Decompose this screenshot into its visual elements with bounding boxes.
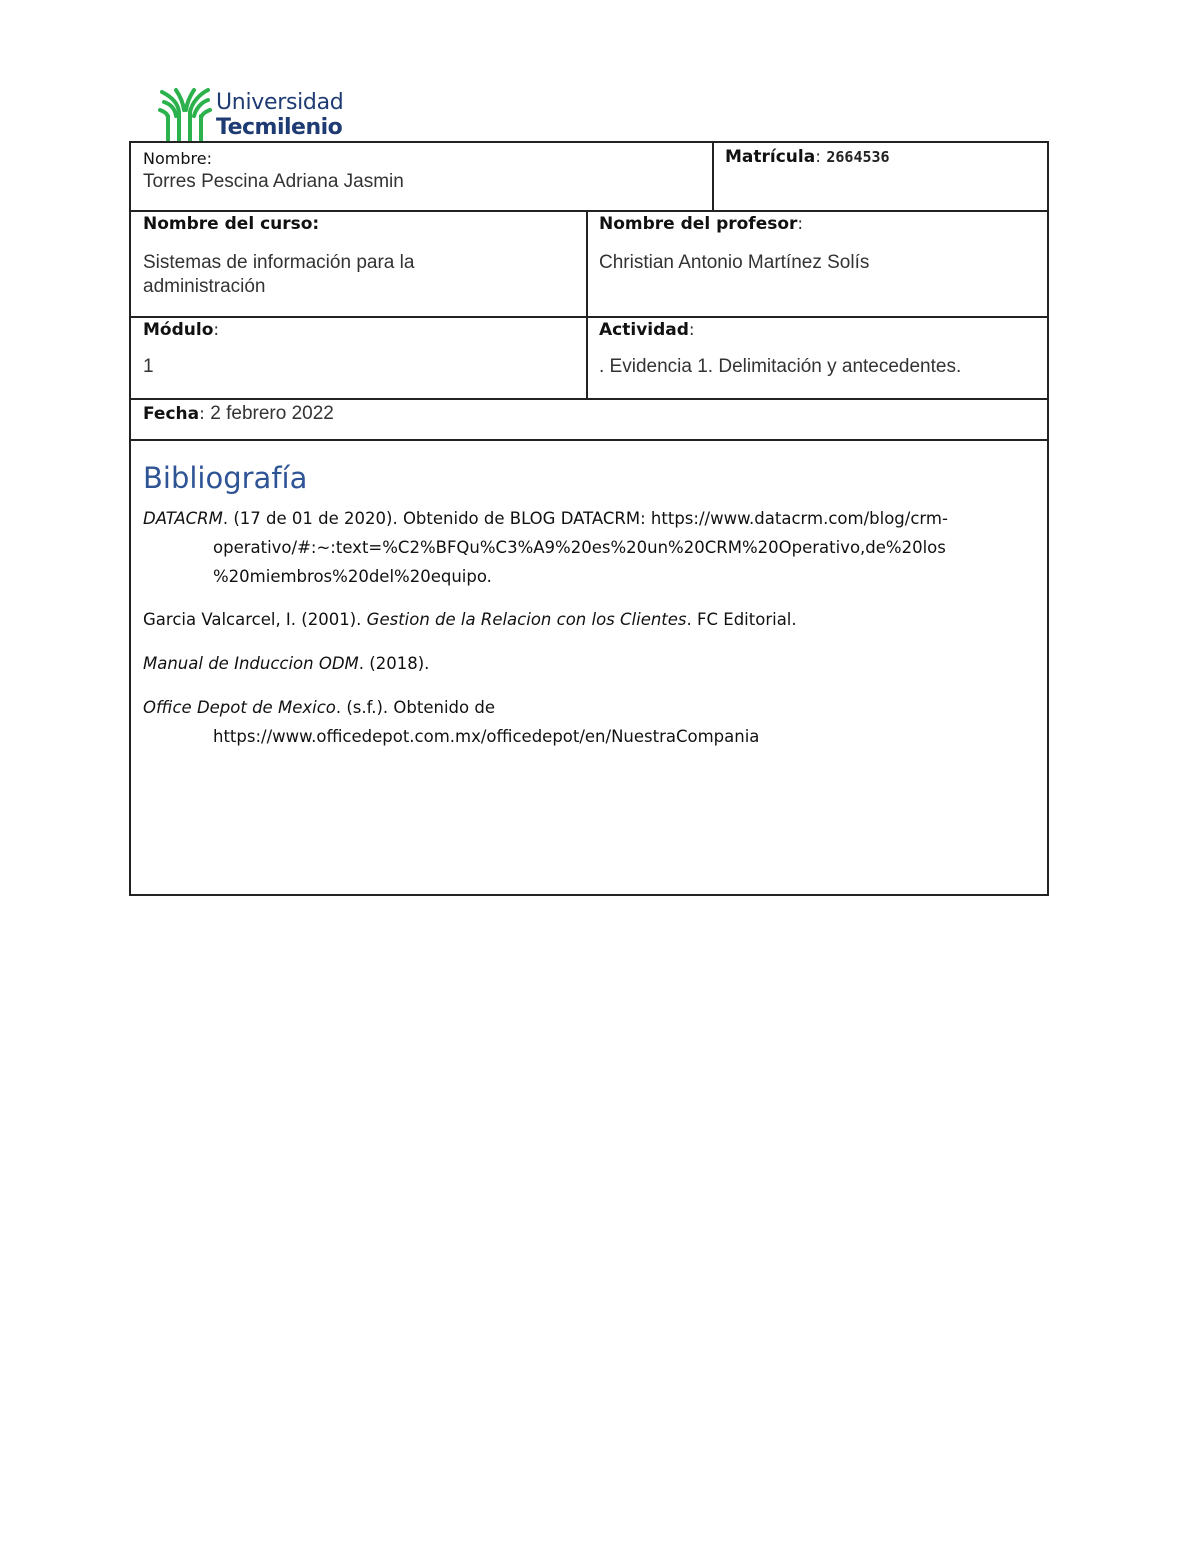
curso-value: Sistemas de información para la administración xyxy=(143,252,415,297)
fecha-label: Fecha xyxy=(143,404,200,424)
ref3-title: Manual de Induccion ODM xyxy=(143,654,359,673)
profesor-cell: Nombre del profesor: Christian Antonio Martínez Solís xyxy=(599,214,870,273)
reference-officedepot xyxy=(143,693,1023,751)
matricula-cell: Matrícula: 2664536 xyxy=(725,147,890,167)
modulo-cell: Módulo: 1 xyxy=(143,320,220,377)
reference-datacrm xyxy=(143,504,1023,591)
divider xyxy=(712,143,714,210)
actividad-value: . Evidencia 1. Delimitación y antecedentes. xyxy=(599,356,962,377)
curso-cell xyxy=(143,214,583,299)
ref1-line2: operativo/#:~:text=%C2%BFQu%C3%A9%20es%20un%20CRM%20Operativo,de%20los xyxy=(213,538,946,557)
ref1-line3: %20miembros%20del%20equipo. xyxy=(213,567,492,586)
ref1-author: DATACRM xyxy=(143,509,223,528)
divider xyxy=(586,210,588,398)
nombre-cell xyxy=(143,149,404,194)
ref3-post: . (2018). xyxy=(358,654,430,673)
ref4-title: Office Depot de Mexico xyxy=(143,698,336,717)
modulo-label: Módulo xyxy=(143,320,214,340)
logo-line-tecmilenio: Tecmilenio xyxy=(216,115,343,140)
reference-garcia xyxy=(143,605,1023,634)
nombre-value: Torres Pescina Adriana Jasmin xyxy=(143,171,404,192)
cover-table xyxy=(129,141,1049,896)
profesor-value: Christian Antonio Martínez Solís xyxy=(599,252,870,273)
modulo-value: 1 xyxy=(143,356,154,377)
ref2-pre: Garcia Valcarcel, I. (2001). xyxy=(143,610,367,629)
actividad-cell: Actividad: . Evidencia 1. Delimitación y antecedentes. xyxy=(599,320,962,377)
fecha-value: 2 febrero 2022 xyxy=(210,403,334,424)
profesor-label: Nombre del profesor xyxy=(599,214,798,234)
ref4-url: https://www.officedepot.com.mx/officedepot/en/NuestraCompania xyxy=(213,727,760,746)
reference-manual xyxy=(143,649,1023,678)
fecha-cell: Fecha: 2 febrero 2022 xyxy=(143,403,334,424)
ref4-post: . (s.f.). Obtenido de xyxy=(335,698,495,717)
divider xyxy=(131,398,1047,400)
bibliography-heading: Bibliografía xyxy=(143,461,308,495)
ref1-text: . (17 de 01 de 2020). Obtenido de BLOG DATACRM: https://www.datacrm.com/blog/crm- xyxy=(222,509,948,528)
logo-line-universidad: Universidad xyxy=(216,90,344,115)
divider xyxy=(131,316,1047,318)
curso-label: Nombre del curso: xyxy=(143,214,320,234)
divider xyxy=(131,439,1047,441)
actividad-label: Actividad xyxy=(599,320,689,340)
tecmilenio-logo-icon xyxy=(158,86,214,142)
matricula-label: Matrícula xyxy=(725,147,816,167)
ref2-post: . FC Editorial. xyxy=(686,610,797,629)
matricula-value: 2664536 xyxy=(826,148,890,166)
nombre-label: Nombre: xyxy=(143,149,212,168)
university-logo xyxy=(158,86,358,142)
ref2-title: Gestion de la Relacion con los Clientes xyxy=(366,610,687,629)
divider xyxy=(131,210,1047,212)
